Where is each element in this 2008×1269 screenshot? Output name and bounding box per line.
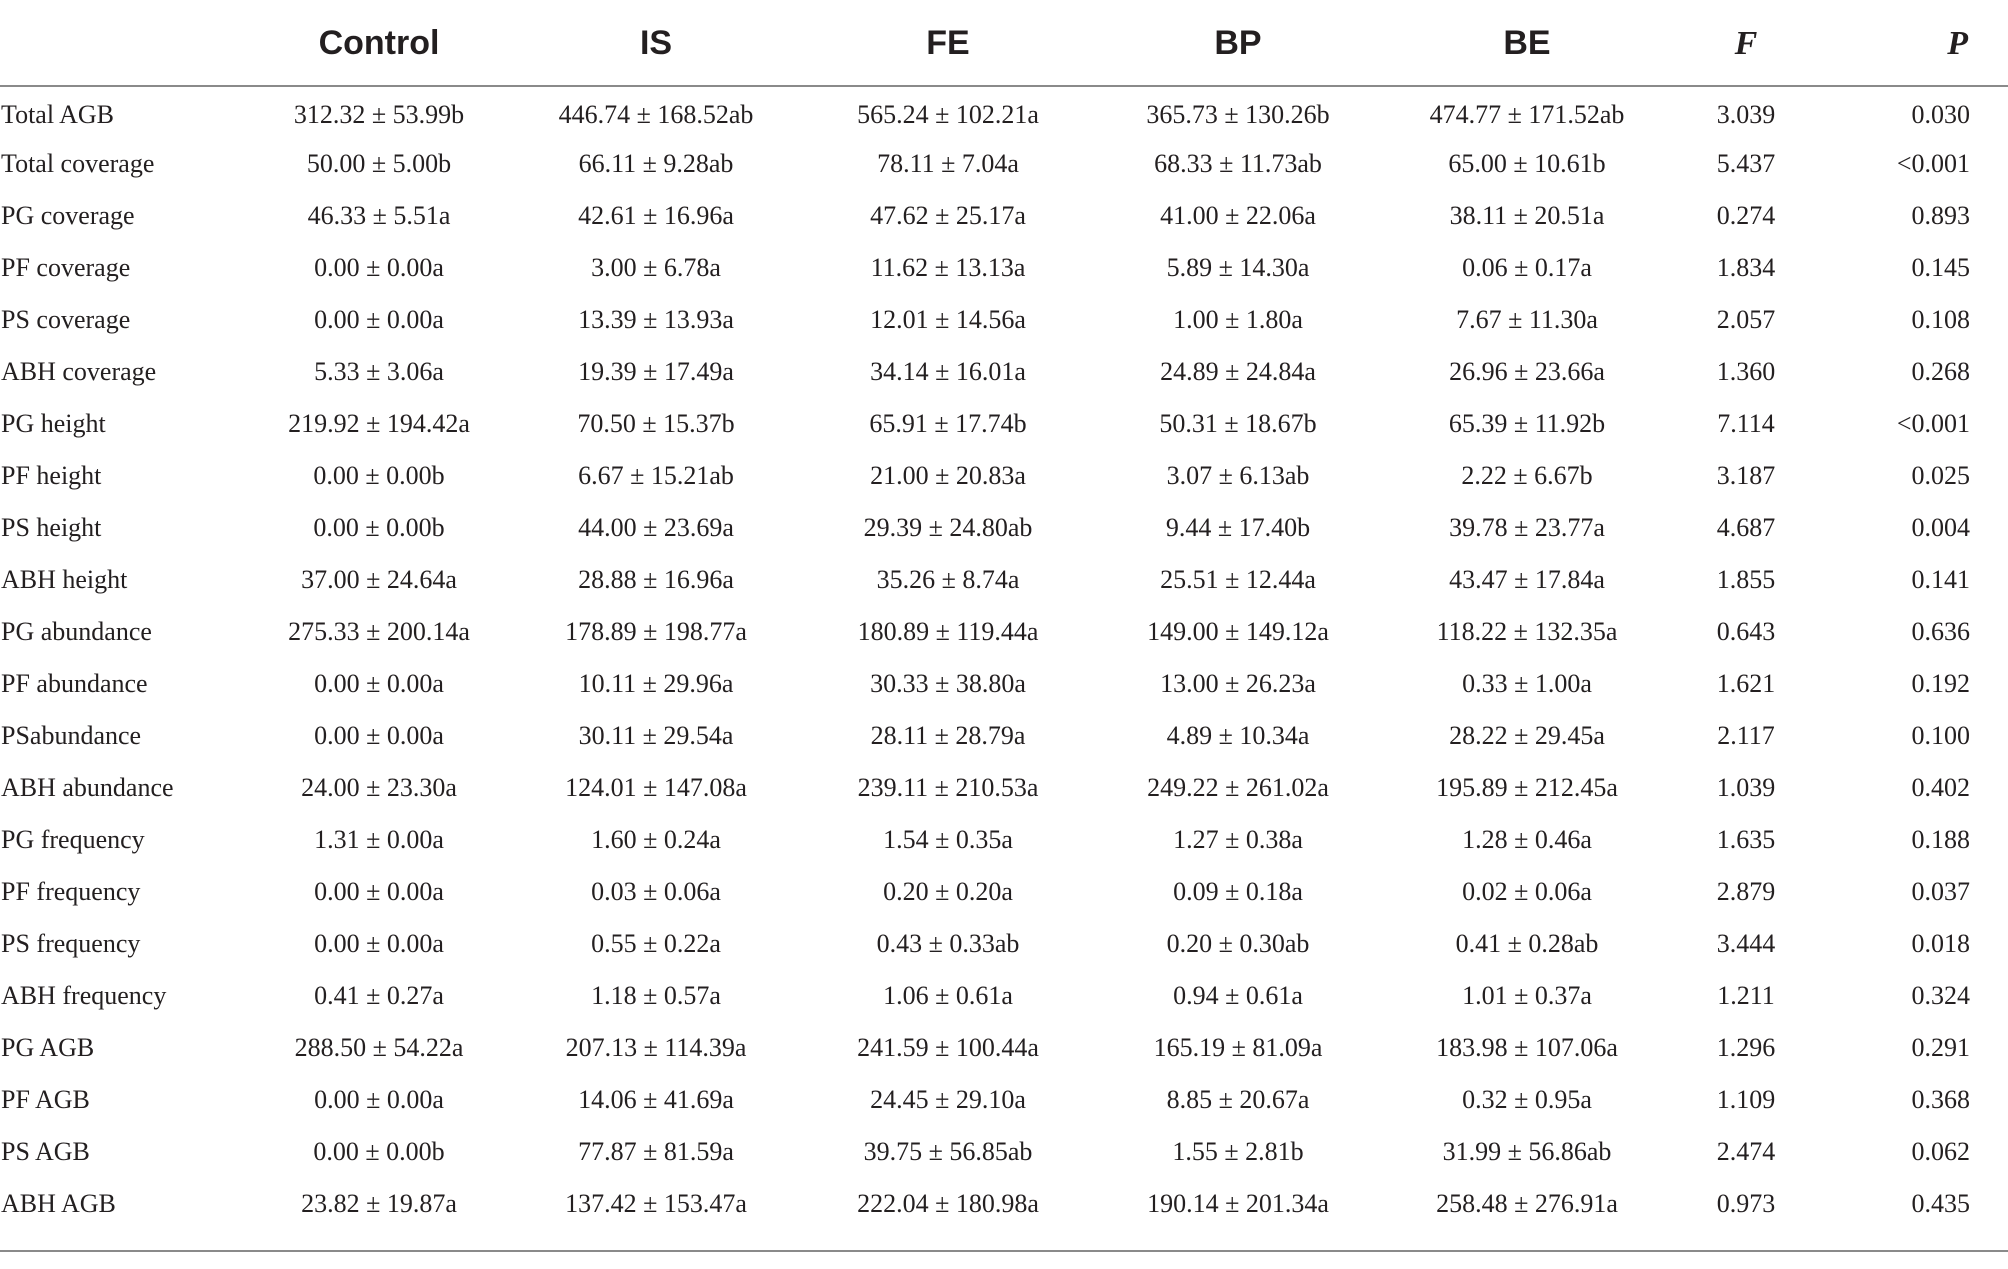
table-row (0, 814, 2008, 866)
cell-bp: 1.55 ± 2.81b (1172, 1137, 1304, 1166)
cell-bp: 190.14 ± 201.34a (1147, 1189, 1329, 1218)
cell-be: 183.98 ± 107.06a (1436, 1033, 1618, 1062)
row-label: Total coverage (1, 149, 155, 178)
cell-bp: 50.31 ± 18.67b (1159, 409, 1317, 438)
row-label: PS height (1, 513, 102, 542)
cell-f: 3.444 (1716, 929, 1776, 958)
table-row (0, 398, 2008, 450)
cell-is: 44.00 ± 23.69a (578, 513, 734, 542)
header-is: IS (510, 0, 802, 86)
cell-bp: 249.22 ± 261.02a (1147, 773, 1329, 802)
cell-f: 0.274 (1716, 201, 1776, 230)
cell-be: 2.22 ± 6.67b (1461, 461, 1593, 490)
row-label: ABH frequency (1, 981, 167, 1010)
cell-control: 0.41 ± 0.27a (314, 981, 444, 1010)
cell-f: 3.187 (1716, 461, 1776, 490)
table-row (0, 554, 2008, 606)
cell-p: 0.324 (1911, 981, 1970, 1010)
cell-f: 2.057 (1716, 305, 1776, 334)
table-row (0, 970, 2008, 1022)
cell-p: 0.025 (1911, 461, 1970, 490)
table-row (0, 918, 2008, 970)
cell-be: 1.01 ± 0.37a (1462, 981, 1592, 1010)
cell-fe: 39.75 ± 56.85ab (863, 1137, 1033, 1166)
table-row (0, 190, 2008, 242)
cell-bp: 0.94 ± 0.61a (1173, 981, 1303, 1010)
cell-be: 28.22 ± 29.45a (1449, 721, 1605, 750)
table-row (0, 1074, 2008, 1126)
cell-is: 77.87 ± 81.59a (578, 1137, 734, 1166)
cell-be: 38.11 ± 20.51a (1449, 201, 1605, 230)
cell-fe: 29.39 ± 24.80ab (863, 513, 1033, 542)
cell-be: 0.02 ± 0.06a (1462, 877, 1592, 906)
cell-p: 0.402 (1911, 773, 1970, 802)
cell-p: 0.435 (1911, 1189, 1970, 1218)
cell-p: <0.001 (1896, 149, 1970, 178)
row-label: PG AGB (1, 1033, 95, 1062)
cell-be: 65.00 ± 10.61b (1448, 149, 1606, 178)
cell-is: 42.61 ± 16.96a (578, 201, 734, 230)
cell-fe: 21.00 ± 20.83a (870, 461, 1026, 490)
cell-control: 0.00 ± 0.00a (314, 721, 444, 750)
cell-bp: 13.00 ± 26.23a (1160, 669, 1316, 698)
header-f: F (1672, 0, 1820, 86)
cell-f: 2.117 (1717, 721, 1775, 750)
cell-fe: 11.62 ± 13.13a (870, 253, 1026, 282)
cell-fe: 239.11 ± 210.53a (857, 773, 1039, 802)
row-label: PS AGB (1, 1137, 90, 1166)
cell-bp: 1.00 ± 1.80a (1173, 305, 1303, 334)
cell-bp: 165.19 ± 81.09a (1153, 1033, 1323, 1062)
header-row-label (0, 0, 248, 86)
table-row (0, 346, 2008, 398)
cell-be: 0.06 ± 0.17a (1462, 253, 1592, 282)
cell-be: 474.77 ± 171.52ab (1429, 99, 1625, 129)
cell-p: 0.145 (1911, 253, 1970, 282)
cell-control: 0.00 ± 0.00a (314, 253, 444, 282)
cell-control: 0.00 ± 0.00b (313, 513, 445, 542)
cell-be: 31.99 ± 56.86ab (1442, 1137, 1612, 1166)
cell-f: 1.635 (1716, 825, 1776, 854)
cell-is: 30.11 ± 29.54a (578, 721, 734, 750)
cell-is: 124.01 ± 147.08a (565, 773, 747, 802)
row-label: PF coverage (1, 253, 131, 282)
row-label: ABH abundance (1, 773, 174, 802)
cell-f: 5.437 (1716, 149, 1776, 178)
cell-fe: 12.01 ± 14.56a (870, 305, 1026, 334)
cell-is: 10.11 ± 29.96a (578, 669, 734, 698)
cell-f: 0.643 (1716, 617, 1776, 646)
cell-fe: 565.24 ± 102.21a (857, 99, 1039, 129)
cell-control: 50.00 ± 5.00b (306, 149, 452, 178)
cell-bp: 68.33 ± 11.73ab (1154, 149, 1322, 178)
table-row (0, 762, 2008, 814)
cell-f: 1.039 (1716, 773, 1776, 802)
cell-control: 275.33 ± 200.14a (288, 617, 470, 646)
row-label: PF AGB (1, 1085, 90, 1114)
cell-is: 3.00 ± 6.78a (591, 253, 721, 282)
cell-control: 23.82 ± 19.87a (301, 1189, 457, 1218)
cell-p: 0.291 (1911, 1033, 1970, 1062)
cell-is: 70.50 ± 15.37b (577, 409, 735, 438)
table-row (0, 1178, 2008, 1230)
cell-f: 1.834 (1716, 253, 1776, 282)
cell-p: 0.108 (1911, 305, 1970, 334)
cell-fe: 30.33 ± 38.80a (870, 669, 1026, 698)
table-row (0, 1022, 2008, 1074)
cell-f: 1.855 (1716, 565, 1776, 594)
cell-p: 0.368 (1911, 1085, 1970, 1114)
cell-fe: 47.62 ± 25.17a (870, 201, 1026, 230)
cell-bp: 25.51 ± 12.44a (1160, 565, 1316, 594)
cell-bp: 5.89 ± 14.30a (1166, 253, 1310, 282)
cell-bp: 9.44 ± 17.40b (1165, 513, 1311, 542)
cell-bp: 365.73 ± 130.26b (1146, 99, 1330, 129)
cell-control: 0.00 ± 0.00a (314, 305, 444, 334)
cell-f: 1.296 (1716, 1033, 1776, 1062)
cell-p: 0.188 (1911, 825, 1970, 854)
cell-bp: 0.09 ± 0.18a (1173, 877, 1303, 906)
cell-control: 0.00 ± 0.00a (314, 1085, 444, 1114)
cell-is: 178.89 ± 198.77a (565, 617, 747, 646)
row-label: PF abundance (1, 669, 148, 698)
cell-be: 1.28 ± 0.46a (1462, 825, 1592, 854)
cell-fe: 65.91 ± 17.74b (869, 409, 1027, 438)
row-label: PG height (1, 409, 106, 438)
cell-bp: 4.89 ± 10.34a (1166, 721, 1310, 750)
cell-fe: 24.45 ± 29.10a (870, 1085, 1026, 1114)
bottom-rule (0, 1250, 2008, 1252)
cell-is: 6.67 ± 15.21ab (578, 461, 734, 490)
cell-is: 0.55 ± 0.22a (591, 929, 721, 958)
cell-p: 0.141 (1911, 565, 1970, 594)
table-body (0, 86, 2008, 1230)
table-row (0, 242, 2008, 294)
cell-be: 0.33 ± 1.00a (1462, 669, 1592, 698)
cell-bp: 149.00 ± 149.12a (1147, 617, 1329, 646)
cell-f: 7.114 (1717, 409, 1775, 438)
header-control: Control (248, 0, 510, 86)
cell-is: 19.39 ± 17.49a (578, 357, 734, 386)
row-label: PS coverage (1, 305, 131, 334)
cell-bp: 24.89 ± 24.84a (1160, 357, 1316, 386)
cell-f: 2.474 (1716, 1137, 1776, 1166)
cell-bp: 3.07 ± 6.13ab (1166, 461, 1310, 490)
cell-p: 0.062 (1911, 1137, 1970, 1166)
row-label: PF frequency (1, 877, 141, 906)
cell-f: 4.687 (1716, 513, 1776, 542)
cell-be: 118.22 ± 132.35a (1436, 617, 1618, 646)
cell-control: 5.33 ± 3.06a (314, 357, 444, 386)
cell-f: 3.039 (1716, 99, 1776, 129)
cell-p: 0.100 (1911, 721, 1970, 750)
table-row (0, 138, 2008, 190)
table-row (0, 502, 2008, 554)
row-label: PG abundance (1, 617, 152, 646)
cell-control: 288.50 ± 54.22a (294, 1033, 464, 1062)
cell-control: 0.00 ± 0.00a (314, 877, 444, 906)
cell-is: 137.42 ± 153.47a (565, 1189, 747, 1218)
cell-p: 0.636 (1911, 617, 1970, 646)
cell-bp: 0.20 ± 0.30ab (1166, 929, 1310, 958)
table-row (0, 86, 2008, 138)
cell-control: 219.92 ± 194.42a (288, 409, 470, 438)
cell-fe: 222.04 ± 180.98a (857, 1189, 1039, 1218)
row-label: ABH coverage (1, 357, 157, 386)
cell-f: 1.109 (1716, 1085, 1776, 1114)
row-label: PS frequency (1, 929, 141, 958)
row-label: ABH AGB (1, 1189, 116, 1218)
table-row (0, 710, 2008, 762)
cell-fe: 1.06 ± 0.61a (883, 981, 1013, 1010)
cell-is: 207.13 ± 114.39a (565, 1033, 747, 1062)
cell-bp: 1.27 ± 0.38a (1173, 825, 1303, 854)
cell-be: 26.96 ± 23.66a (1449, 357, 1605, 386)
header-fe: FE (802, 0, 1094, 86)
cell-f: 2.879 (1716, 877, 1776, 906)
cell-control: 0.00 ± 0.00b (313, 461, 445, 490)
cell-p: 0.037 (1911, 877, 1970, 906)
header-row (0, 0, 2008, 86)
cell-is: 28.88 ± 16.96a (578, 565, 734, 594)
cell-control: 37.00 ± 24.64a (301, 565, 457, 594)
cell-bp: 41.00 ± 22.06a (1160, 201, 1316, 230)
cell-fe: 34.14 ± 16.01a (870, 357, 1026, 386)
cell-fe: 241.59 ± 100.44a (857, 1033, 1039, 1062)
cell-is: 66.11 ± 9.28ab (578, 149, 734, 178)
cell-is: 446.74 ± 168.52ab (558, 99, 754, 129)
row-label: ABH height (1, 565, 128, 594)
cell-control: 1.31 ± 0.00a (314, 825, 444, 854)
table-row (0, 450, 2008, 502)
cell-f: 0.973 (1716, 1189, 1776, 1218)
header-be: BE (1382, 0, 1672, 86)
cell-fe: 0.43 ± 0.33ab (876, 929, 1020, 958)
table-row (0, 606, 2008, 658)
cell-fe: 1.54 ± 0.35a (883, 825, 1013, 854)
cell-be: 258.48 ± 276.91a (1436, 1189, 1618, 1218)
cell-is: 13.39 ± 13.93a (578, 305, 734, 334)
cell-be: 39.78 ± 23.77a (1449, 513, 1605, 542)
cell-bp: 8.85 ± 20.67a (1166, 1085, 1310, 1114)
cell-be: 0.41 ± 0.28ab (1455, 929, 1599, 958)
cell-be: 7.67 ± 11.30a (1456, 305, 1598, 334)
cell-fe: 78.11 ± 7.04a (877, 149, 1019, 178)
cell-fe: 35.26 ± 8.74a (876, 565, 1020, 594)
table-header (0, 0, 2008, 86)
cell-is: 14.06 ± 41.69a (578, 1085, 734, 1114)
cell-is: 1.60 ± 0.24a (591, 825, 721, 854)
cell-control: 0.00 ± 0.00a (314, 669, 444, 698)
table-row (0, 658, 2008, 710)
cell-control: 46.33 ± 5.51a (307, 201, 451, 230)
header-bp: BP (1094, 0, 1382, 86)
cell-f: 1.621 (1716, 669, 1776, 698)
cell-control: 0.00 ± 0.00a (314, 929, 444, 958)
cell-control: 24.00 ± 23.30a (301, 773, 457, 802)
cell-f: 1.211 (1717, 981, 1775, 1010)
table-row (0, 866, 2008, 918)
cell-p: 0.018 (1911, 929, 1970, 958)
header-p: P (1820, 0, 2008, 86)
cell-p: <0.001 (1896, 409, 1970, 438)
cell-p: 0.030 (1911, 99, 1970, 129)
cell-be: 65.39 ± 11.92b (1448, 409, 1606, 438)
row-label: PSabundance (1, 721, 142, 750)
cell-control: 312.32 ± 53.99b (293, 99, 465, 129)
table-row (0, 294, 2008, 346)
row-label: PG coverage (1, 201, 135, 230)
cell-fe: 28.11 ± 28.79a (870, 721, 1026, 750)
cell-be: 0.32 ± 0.95a (1462, 1085, 1592, 1114)
table-row (0, 1126, 2008, 1178)
cell-is: 0.03 ± 0.06a (591, 877, 721, 906)
cell-p: 0.893 (1911, 201, 1970, 230)
row-label: PG frequency (1, 825, 145, 854)
cell-be: 195.89 ± 212.45a (1436, 773, 1618, 802)
cell-f: 1.360 (1716, 357, 1776, 386)
cell-p: 0.268 (1911, 357, 1970, 386)
row-label: PF height (1, 461, 102, 490)
cell-p: 0.004 (1911, 513, 1970, 542)
cell-be: 43.47 ± 17.84a (1449, 565, 1605, 594)
cell-fe: 180.89 ± 119.44a (857, 617, 1039, 646)
cell-p: 0.192 (1911, 669, 1970, 698)
cell-fe: 0.20 ± 0.20a (883, 877, 1013, 906)
row-label: Total AGB (1, 99, 115, 129)
cell-is: 1.18 ± 0.57a (591, 981, 721, 1010)
cell-control: 0.00 ± 0.00b (313, 1137, 445, 1166)
